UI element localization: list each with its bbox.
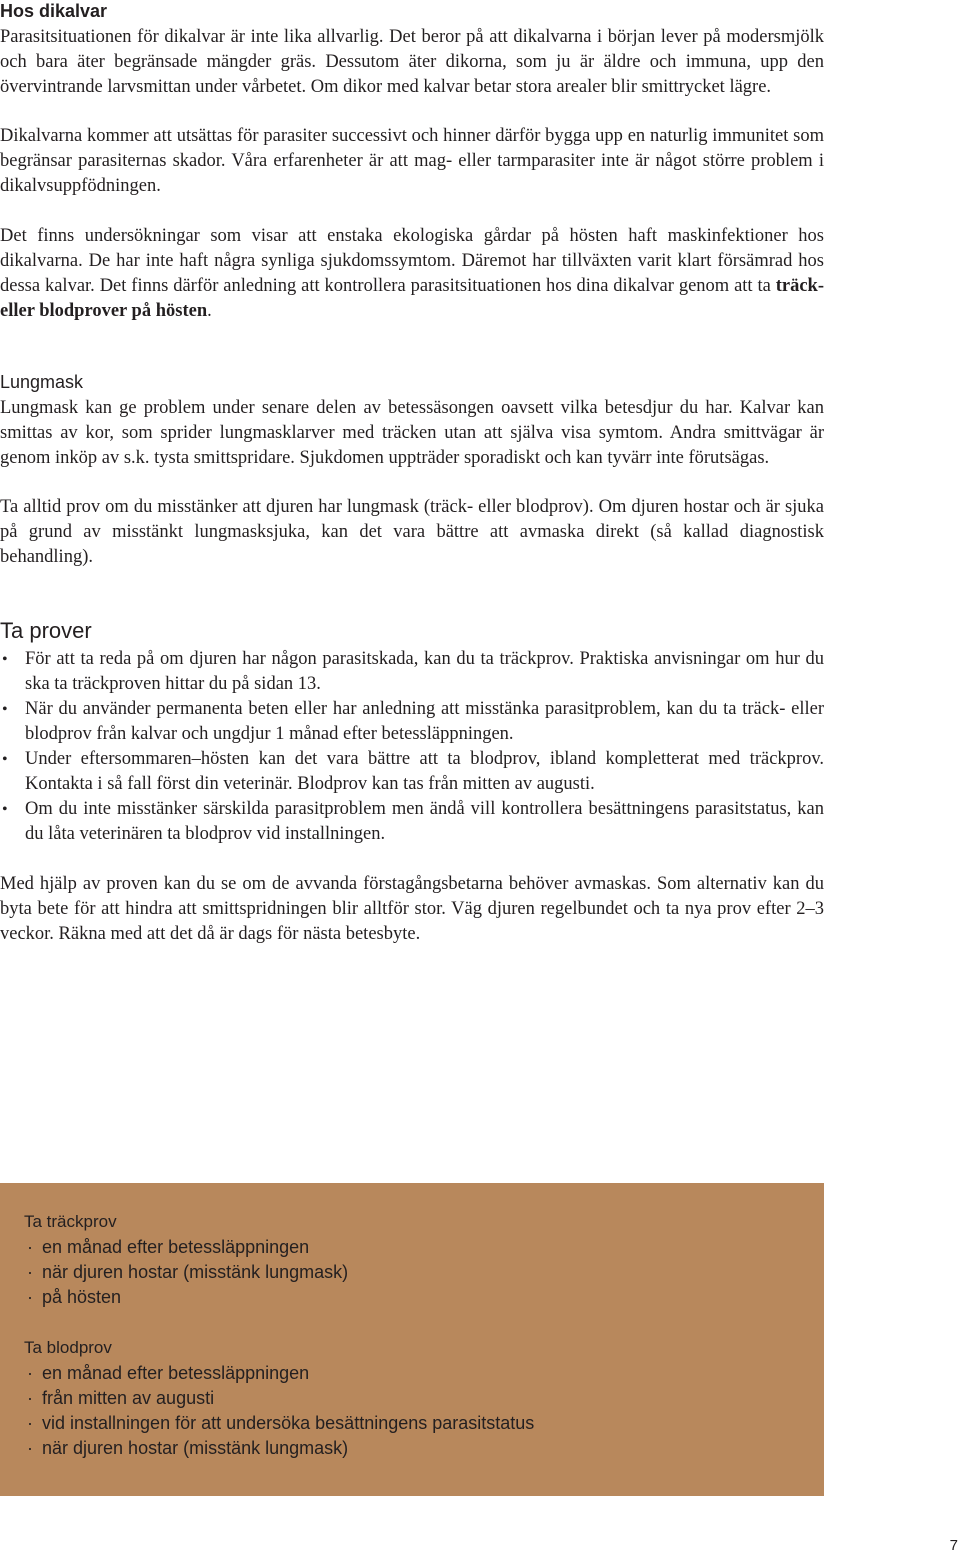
- bullet-icon: ·: [27, 1388, 33, 1408]
- box-heading: Ta träckprov: [24, 1212, 117, 1231]
- box-list: [24, 1235, 534, 1310]
- list-item: [24, 1411, 534, 1436]
- bullet-icon: ·: [27, 1262, 33, 1282]
- list-item-text: när djuren hostar (misstänk lungmask): [42, 1438, 349, 1458]
- paragraph: [0, 224, 824, 324]
- paragraph: Ta alltid prov om du misstänker att djuren har lungmask (träck- eller blodprov). Om djuren hostar och är sjuka på grund av misstänkt lungmasksjuka, kan det vara bättre att avmaska direkt (så kallad diagnostisk behandling).: [0, 497, 824, 567]
- list-item: [0, 647, 824, 697]
- list-item: [24, 1386, 534, 1411]
- paragraph: Parasitsituationen för dikalvar är inte lika allvarlig. Det beror på att dikalvarna i början lever på modersmjölk och bara äter begränsade mängder gräs. Dessutom äter dikorna, som ju är äldre och immuna, upp den övervintrande larvsmittan under vårbetet. Om dikor med kalvar betar stora arealer blir smittrycket lägre.: [0, 27, 824, 97]
- list-item-text: på hösten: [42, 1287, 122, 1307]
- paragraph: Dikalvarna kommer att utsättas för parasiter successivt och hinner därför bygga upp en naturlig immunitet som begränsar parasiternas skador. Våra erfarenheter är att mag- eller tarmparasiter inte är något större problem i dikalvsuppfödningen.: [0, 126, 824, 196]
- list-item: [0, 747, 824, 797]
- paragraph-text: .: [207, 301, 212, 321]
- list-item-text: Under eftersommaren–hösten kan det vara bättre att ta blodprov, ibland kompletterat med träckprov. Kontakta i så fall först din veterinär. Blodprov kan tas från mitten av augusti.: [25, 749, 824, 794]
- list-item: [0, 797, 824, 847]
- section-heading: Ta prover: [0, 618, 92, 643]
- list-item-text: vid installningen för att undersöka besättningens parasitstatus: [42, 1413, 535, 1433]
- box-heading: Ta blodprov: [24, 1338, 112, 1357]
- list-item: [0, 697, 824, 747]
- list-item: [24, 1260, 534, 1285]
- box-list: [24, 1361, 534, 1461]
- bullet-icon: •: [2, 801, 8, 818]
- list-item: [24, 1285, 534, 1310]
- paragraph-text: Det finns undersökningar som visar att enstaka ekologiska gårdar på hösten haft maskinfektioner hos dikalvarna. De har inte haft några synliga sjukdomssymtom. Däremot har tillväxten varit klart försämrad hos dessa kalvar. Det finns därför anledning att kontrollera parasitsituationen hos dina dikalvar genom att ta: [0, 226, 824, 296]
- info-box-content: [24, 1211, 534, 1461]
- bullet-icon: ·: [27, 1287, 33, 1307]
- bullet-list: [0, 647, 824, 847]
- info-box: [0, 1183, 824, 1496]
- paragraph: Med hjälp av proven kan du se om de avvanda förstagångsbetarna behöver avmaskas. Som alternativ kan du byta bete för att hindra att smittspridningen blir alltför stor. Väg djuren regelbundet och ta nya prov efter 2–3 veckor. Räkna med att det då är dags för nästa betesbyte.: [0, 874, 824, 944]
- paragraph: Lungmask kan ge problem under senare delen av betessäsongen oavsett vilka betesdjur du har. Kalvar kan smittas av kor, som sprider lungmasklarver med träcken utan att själva visa symtom. Andra smittvägar är genom inköp av s.k. tysta smittspridare. Sjukdomen uppträder sporadiskt och kan tyvärr inte förutsägas.: [0, 398, 824, 468]
- bullet-icon: ·: [27, 1363, 33, 1383]
- list-item: [24, 1235, 534, 1260]
- emphasis-text: träck- eller blodprover på hösten: [0, 276, 824, 321]
- list-item-text: när djuren hostar (misstänk lungmask): [42, 1262, 349, 1282]
- bullet-icon: •: [2, 751, 8, 768]
- bullet-icon: ·: [27, 1438, 33, 1458]
- section-hos-dikalvar: [0, 0, 824, 324]
- list-item: [24, 1361, 534, 1386]
- list-item-text: När du använder permanenta beten eller har anledning att misstänka parasitproblem, kan du ta träck- eller blodprov från kalvar och ungdjur 1 månad efter betessläppningen.: [25, 699, 824, 744]
- list-item-text: För att ta reda på om djuren har någon parasitskada, kan du ta träckprov. Praktiska anvisningar om hur du ska ta träckproven hittar du på sidan 13.: [25, 649, 824, 694]
- section-ta-prover: [0, 618, 824, 947]
- section-lungmask: [0, 371, 824, 570]
- list-item-text: från mitten av augusti: [42, 1388, 215, 1408]
- bullet-icon: ·: [27, 1237, 33, 1257]
- bullet-icon: ·: [27, 1413, 33, 1433]
- bullet-icon: •: [2, 651, 8, 668]
- list-item-text: Om du inte misstänker särskilda parasitproblem men ändå vill kontrollera besättningens parasitstatus, kan du låta veterinären ta blodprov vid installningen.: [25, 799, 824, 844]
- bullet-icon: •: [2, 701, 8, 718]
- section-heading: Hos dikalvar: [0, 1, 108, 21]
- section-heading: Lungmask: [0, 372, 84, 392]
- list-item: [24, 1436, 534, 1461]
- list-item-text: en månad efter betessläppningen: [42, 1237, 310, 1257]
- list-item-text: en månad efter betessläppningen: [42, 1363, 310, 1383]
- page-number: 7: [949, 1537, 958, 1554]
